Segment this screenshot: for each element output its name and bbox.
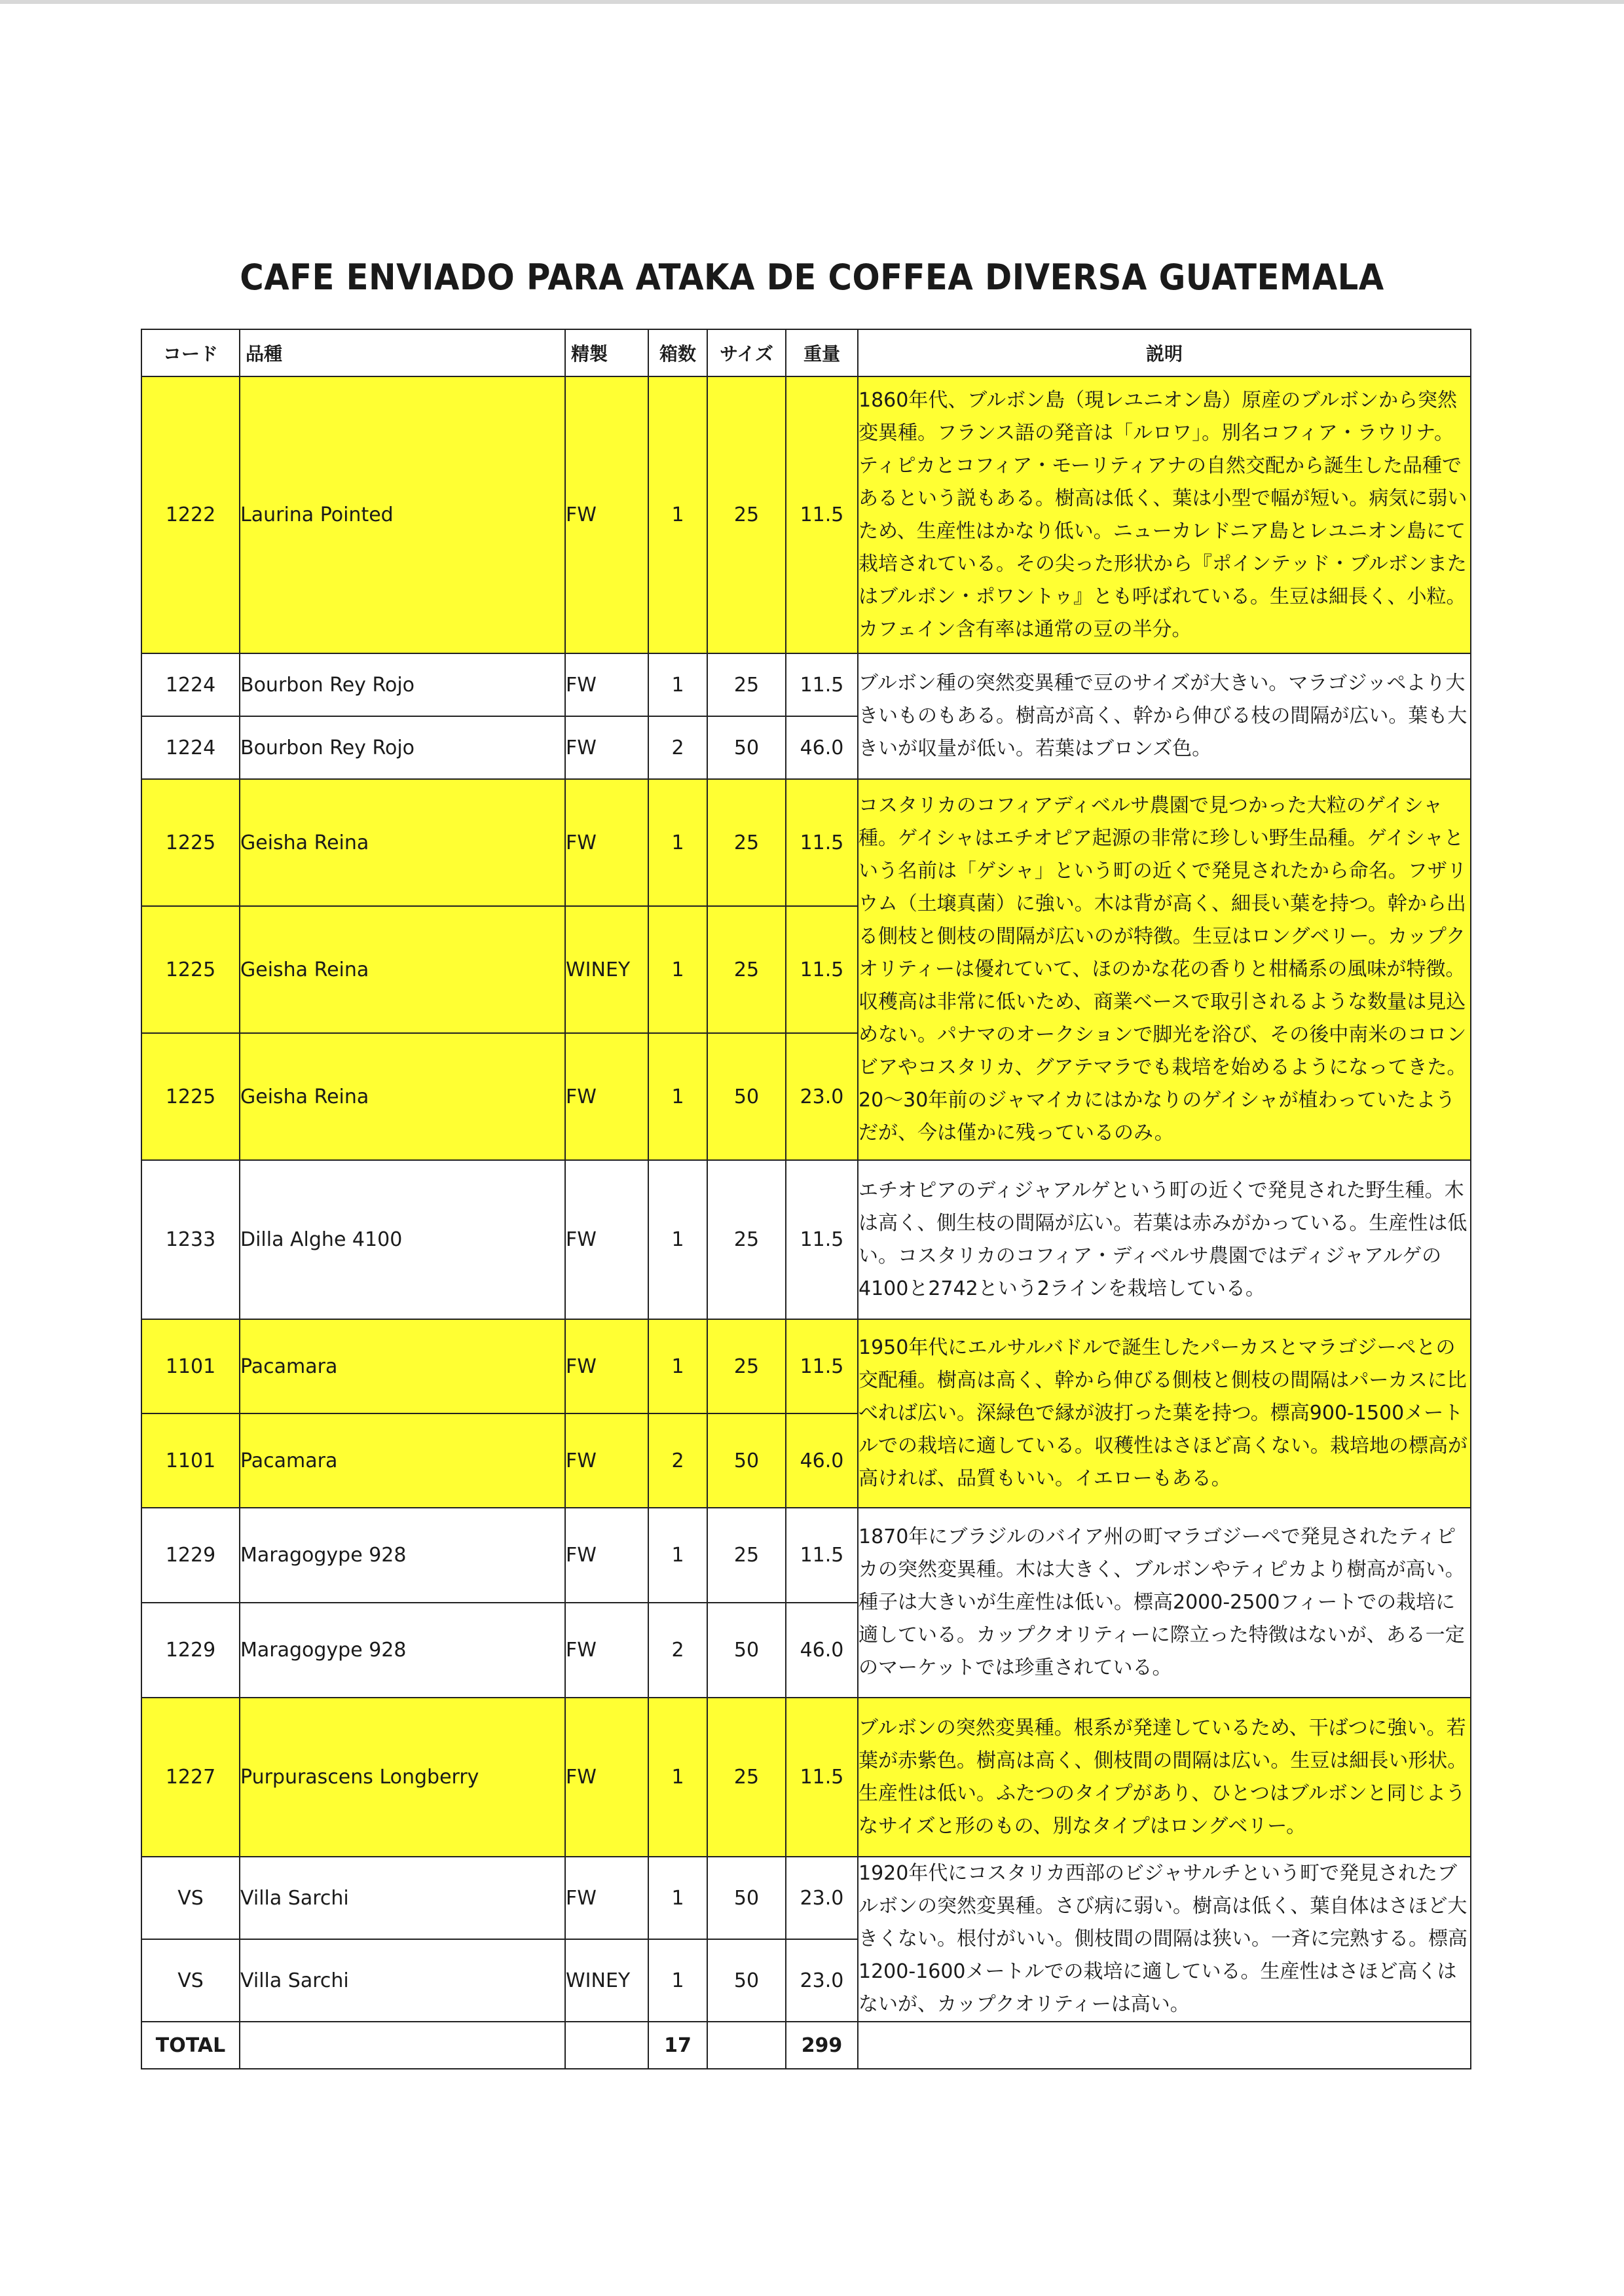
document-title: CAFE ENVIADO PARA ATAKA DE COFFEA DIVERSA GUATEMALA [240, 257, 1384, 298]
header-size: サイズ [707, 329, 786, 376]
cell-weight: 11.5 [786, 653, 858, 716]
cell-process: WINEY [565, 906, 648, 1033]
cell-size: 50 [707, 1603, 786, 1698]
cell-size: 25 [707, 906, 786, 1033]
cell-process: FW [565, 779, 648, 906]
cell-boxes: 1 [648, 1939, 707, 2022]
cell-variety: Pacamara [240, 1319, 565, 1413]
header-description: 説明 [858, 329, 1471, 376]
cell-variety: Geisha Reina [240, 1033, 565, 1160]
total-boxes: 17 [648, 2022, 707, 2069]
cell-size: 50 [707, 1857, 786, 1939]
cell-process: FW [565, 653, 648, 716]
cell-description: 1870年にブラジルのバイア州の町マラゴジーペで発見されたティピカの突然変異種。木は大きく、ブルボンやティピカより樹高が高い。種子は大きいが生産性は低い。標高2000-2500フィートでの栽培に適している。カップクオリティーに際立った特徴はないが、ある一定のマーケットでは珍重されている。 [858, 1508, 1471, 1698]
cell-description: 1860年代、ブルボン島（現レユニオン島）原産のブルボンから突然変異種。フランス語の発音は「ルロワ」。別名コフィア・ラウリナ。ティピカとコフィア・モーリティアナの自然交配から誕生した品種であるという説もある。樹高は低く、葉は小型で幅が短い。病気に弱いため、生産性はかなり低い。ニューカレドニア島とレユニオン島にて栽培されている。その尖った形状から『ポインテッド・ブルボンまたはブルボン・ポワントゥ』とも呼ばれている。生豆は細長く、小粒。カフェイン含有率は通常の豆の半分。 [858, 376, 1471, 653]
cell-size: 25 [707, 653, 786, 716]
cell-process: FW [565, 1698, 648, 1857]
cell-description: コスタリカのコフィアディベルサ農園で見つかった大粒のゲイシャ種。ゲイシャはエチオピア起源の非常に珍しい野生品種。ゲイシャという名前は「ゲシャ」という町の近くで発見されたから命名。フザリウム（土壌真菌）に強い。木は背が高く、細長い葉を持つ。幹から出る側枝と側枝の間隔が広いのが特徴。生豆はロングベリー。カップクオリティーは優れていて、ほのかな花の香りと柑橘系の風味が特徴。収穫高は非常に低いため、商業ベースで取引されるような数量は見込めない。パナマのオークションで脚光を浴び、その後中南米のコロンビアやコスタリカ、グアテマラでも栽培を始めるようになってきた。20〜30年前のジャマイカにはかなりのゲイシャが植わっていたようだが、今は僅かに残っているのみ。 [858, 779, 1471, 1160]
cell-boxes: 1 [648, 1160, 707, 1319]
cell-boxes: 1 [648, 779, 707, 906]
cell-weight: 11.5 [786, 376, 858, 653]
cell-description: 1950年代にエルサルバドルで誕生したパーカスとマラゴジーペとの交配種。樹高は高く、幹から伸びる側枝と側枝の間隔はパーカスに比べれば広い。深緑色で縁が波打った葉を持つ。標高900-1500メートルでの栽培に適している。収穫性はさほど高くない。栽培地の標高が高ければ、品質もいい。イエローもある。 [858, 1319, 1471, 1508]
cell-variety: Pacamara [240, 1413, 565, 1508]
cell-size: 25 [707, 1508, 786, 1603]
cell-boxes: 1 [648, 653, 707, 716]
header-row [141, 329, 1471, 376]
cell-weight: 11.5 [786, 1160, 858, 1319]
cell-code: VS [141, 1939, 240, 2022]
cell-process: FW [565, 1160, 648, 1319]
cell-variety: Geisha Reina [240, 779, 565, 906]
total-description-empty [858, 2022, 1471, 2069]
total-label: TOTAL [141, 2022, 240, 2069]
cell-size: 50 [707, 1413, 786, 1508]
cell-boxes: 2 [648, 1413, 707, 1508]
cell-description: ブルボンの突然変異種。根系が発達しているため、干ばつに強い。若葉が赤紫色。樹高は高く、側枝間の間隔は広い。生豆は細長い形状。生産性は低い。ふたつのタイプがあり、ひとつはブルボンと同じようなサイズと形のもの、別なタイプはロングベリー。 [858, 1698, 1471, 1857]
cell-weight: 46.0 [786, 716, 858, 779]
header-variety: 品種 [240, 329, 565, 376]
cell-code: 1225 [141, 779, 240, 906]
shipment-table [141, 329, 1471, 2069]
cell-size: 25 [707, 1160, 786, 1319]
header-weight: 重量 [786, 329, 858, 376]
cell-boxes: 1 [648, 1508, 707, 1603]
cell-variety: Maragogype 928 [240, 1508, 565, 1603]
table-row [141, 1508, 1471, 1603]
table-row [141, 779, 1471, 906]
cell-weight: 23.0 [786, 1033, 858, 1160]
cell-code: 1233 [141, 1160, 240, 1319]
cell-process: FW [565, 716, 648, 779]
cell-variety: Dilla Alghe 4100 [240, 1160, 565, 1319]
table-row [141, 1857, 1471, 1939]
cell-weight: 11.5 [786, 906, 858, 1033]
cell-code: 1229 [141, 1603, 240, 1698]
total-variety-empty [240, 2022, 565, 2069]
cell-description: ブルボン種の突然変異種で豆のサイズが大きい。マラゴジッペより大きいものもある。樹高が高く、幹から伸びる枝の間隔が広い。葉も大きいが収量が低い。若葉はブロンズ色。 [858, 653, 1471, 779]
table-row [141, 653, 1471, 716]
cell-process: FW [565, 1603, 648, 1698]
cell-process: WINEY [565, 1939, 648, 2022]
cell-weight: 11.5 [786, 1319, 858, 1413]
cell-size: 25 [707, 1319, 786, 1413]
cell-boxes: 2 [648, 1603, 707, 1698]
cell-process: FW [565, 1319, 648, 1413]
cell-size: 25 [707, 1698, 786, 1857]
total-process-empty [565, 2022, 648, 2069]
cell-code: 1101 [141, 1319, 240, 1413]
cell-code: 1225 [141, 906, 240, 1033]
table-row [141, 376, 1471, 653]
cell-variety: Purpurascens Longberry [240, 1698, 565, 1857]
cell-size: 50 [707, 716, 786, 779]
table-row [141, 1160, 1471, 1319]
cell-boxes: 1 [648, 1698, 707, 1857]
cell-boxes: 1 [648, 1033, 707, 1160]
cell-code: VS [141, 1857, 240, 1939]
cell-code: 1224 [141, 716, 240, 779]
cell-variety: Villa Sarchi [240, 1857, 565, 1939]
cell-code: 1229 [141, 1508, 240, 1603]
cell-weight: 46.0 [786, 1603, 858, 1698]
cell-process: FW [565, 1508, 648, 1603]
cell-description: エチオピアのディジャアルゲという町の近くで発見された野生種。木は高く、側生枝の間隔が広い。若葉は赤みがかっている。生産性は低い。コスタリカのコフィア・ディベルサ農園ではディジャアルゲの4100と2742という2ラインを栽培している。 [858, 1160, 1471, 1319]
cell-size: 50 [707, 1939, 786, 2022]
cell-weight: 11.5 [786, 1508, 858, 1603]
header-code: コード [141, 329, 240, 376]
cell-weight: 23.0 [786, 1857, 858, 1939]
cell-weight: 11.5 [786, 1698, 858, 1857]
cell-code: 1224 [141, 653, 240, 716]
table-row [141, 1319, 1471, 1413]
cell-size: 25 [707, 376, 786, 653]
cell-weight: 23.0 [786, 1939, 858, 2022]
table-row [141, 1698, 1471, 1857]
header-boxes: 箱数 [648, 329, 707, 376]
cell-variety: Geisha Reina [240, 906, 565, 1033]
cell-code: 1227 [141, 1698, 240, 1857]
total-row [141, 2022, 1471, 2069]
cell-code: 1101 [141, 1413, 240, 1508]
cell-code: 1225 [141, 1033, 240, 1160]
cell-size: 25 [707, 779, 786, 906]
cell-process: FW [565, 1413, 648, 1508]
cell-variety: Bourbon Rey Rojo [240, 716, 565, 779]
total-size-empty [707, 2022, 786, 2069]
cell-size: 50 [707, 1033, 786, 1160]
cell-variety: Bourbon Rey Rojo [240, 653, 565, 716]
cell-boxes: 2 [648, 716, 707, 779]
cell-variety: Laurina Pointed [240, 376, 565, 653]
cell-boxes: 1 [648, 1319, 707, 1413]
header-process: 精製 [565, 329, 648, 376]
cell-variety: Villa Sarchi [240, 1939, 565, 2022]
cell-description: 1920年代にコスタリカ西部のビジャサルチという町で発見されたブルボンの突然変異種。さび病に弱い。樹高は低く、葉自体はさほど大きくない。根付がいい。側枝間の間隔は狭い。一斉に完熟する。標高1200-1600メートルでの栽培に適している。生産性はさほど高くはないが、カップクオリティーは高い。 [858, 1857, 1471, 2022]
cell-weight: 46.0 [786, 1413, 858, 1508]
cell-boxes: 1 [648, 376, 707, 653]
cell-process: FW [565, 376, 648, 653]
cell-process: FW [565, 1857, 648, 1939]
total-weight: 299 [786, 2022, 858, 2069]
cell-weight: 11.5 [786, 779, 858, 906]
cell-boxes: 1 [648, 1857, 707, 1939]
cell-process: FW [565, 1033, 648, 1160]
cell-code: 1222 [141, 376, 240, 653]
cell-variety: Maragogype 928 [240, 1603, 565, 1698]
cell-boxes: 1 [648, 906, 707, 1033]
scan-edge [0, 0, 1624, 4]
